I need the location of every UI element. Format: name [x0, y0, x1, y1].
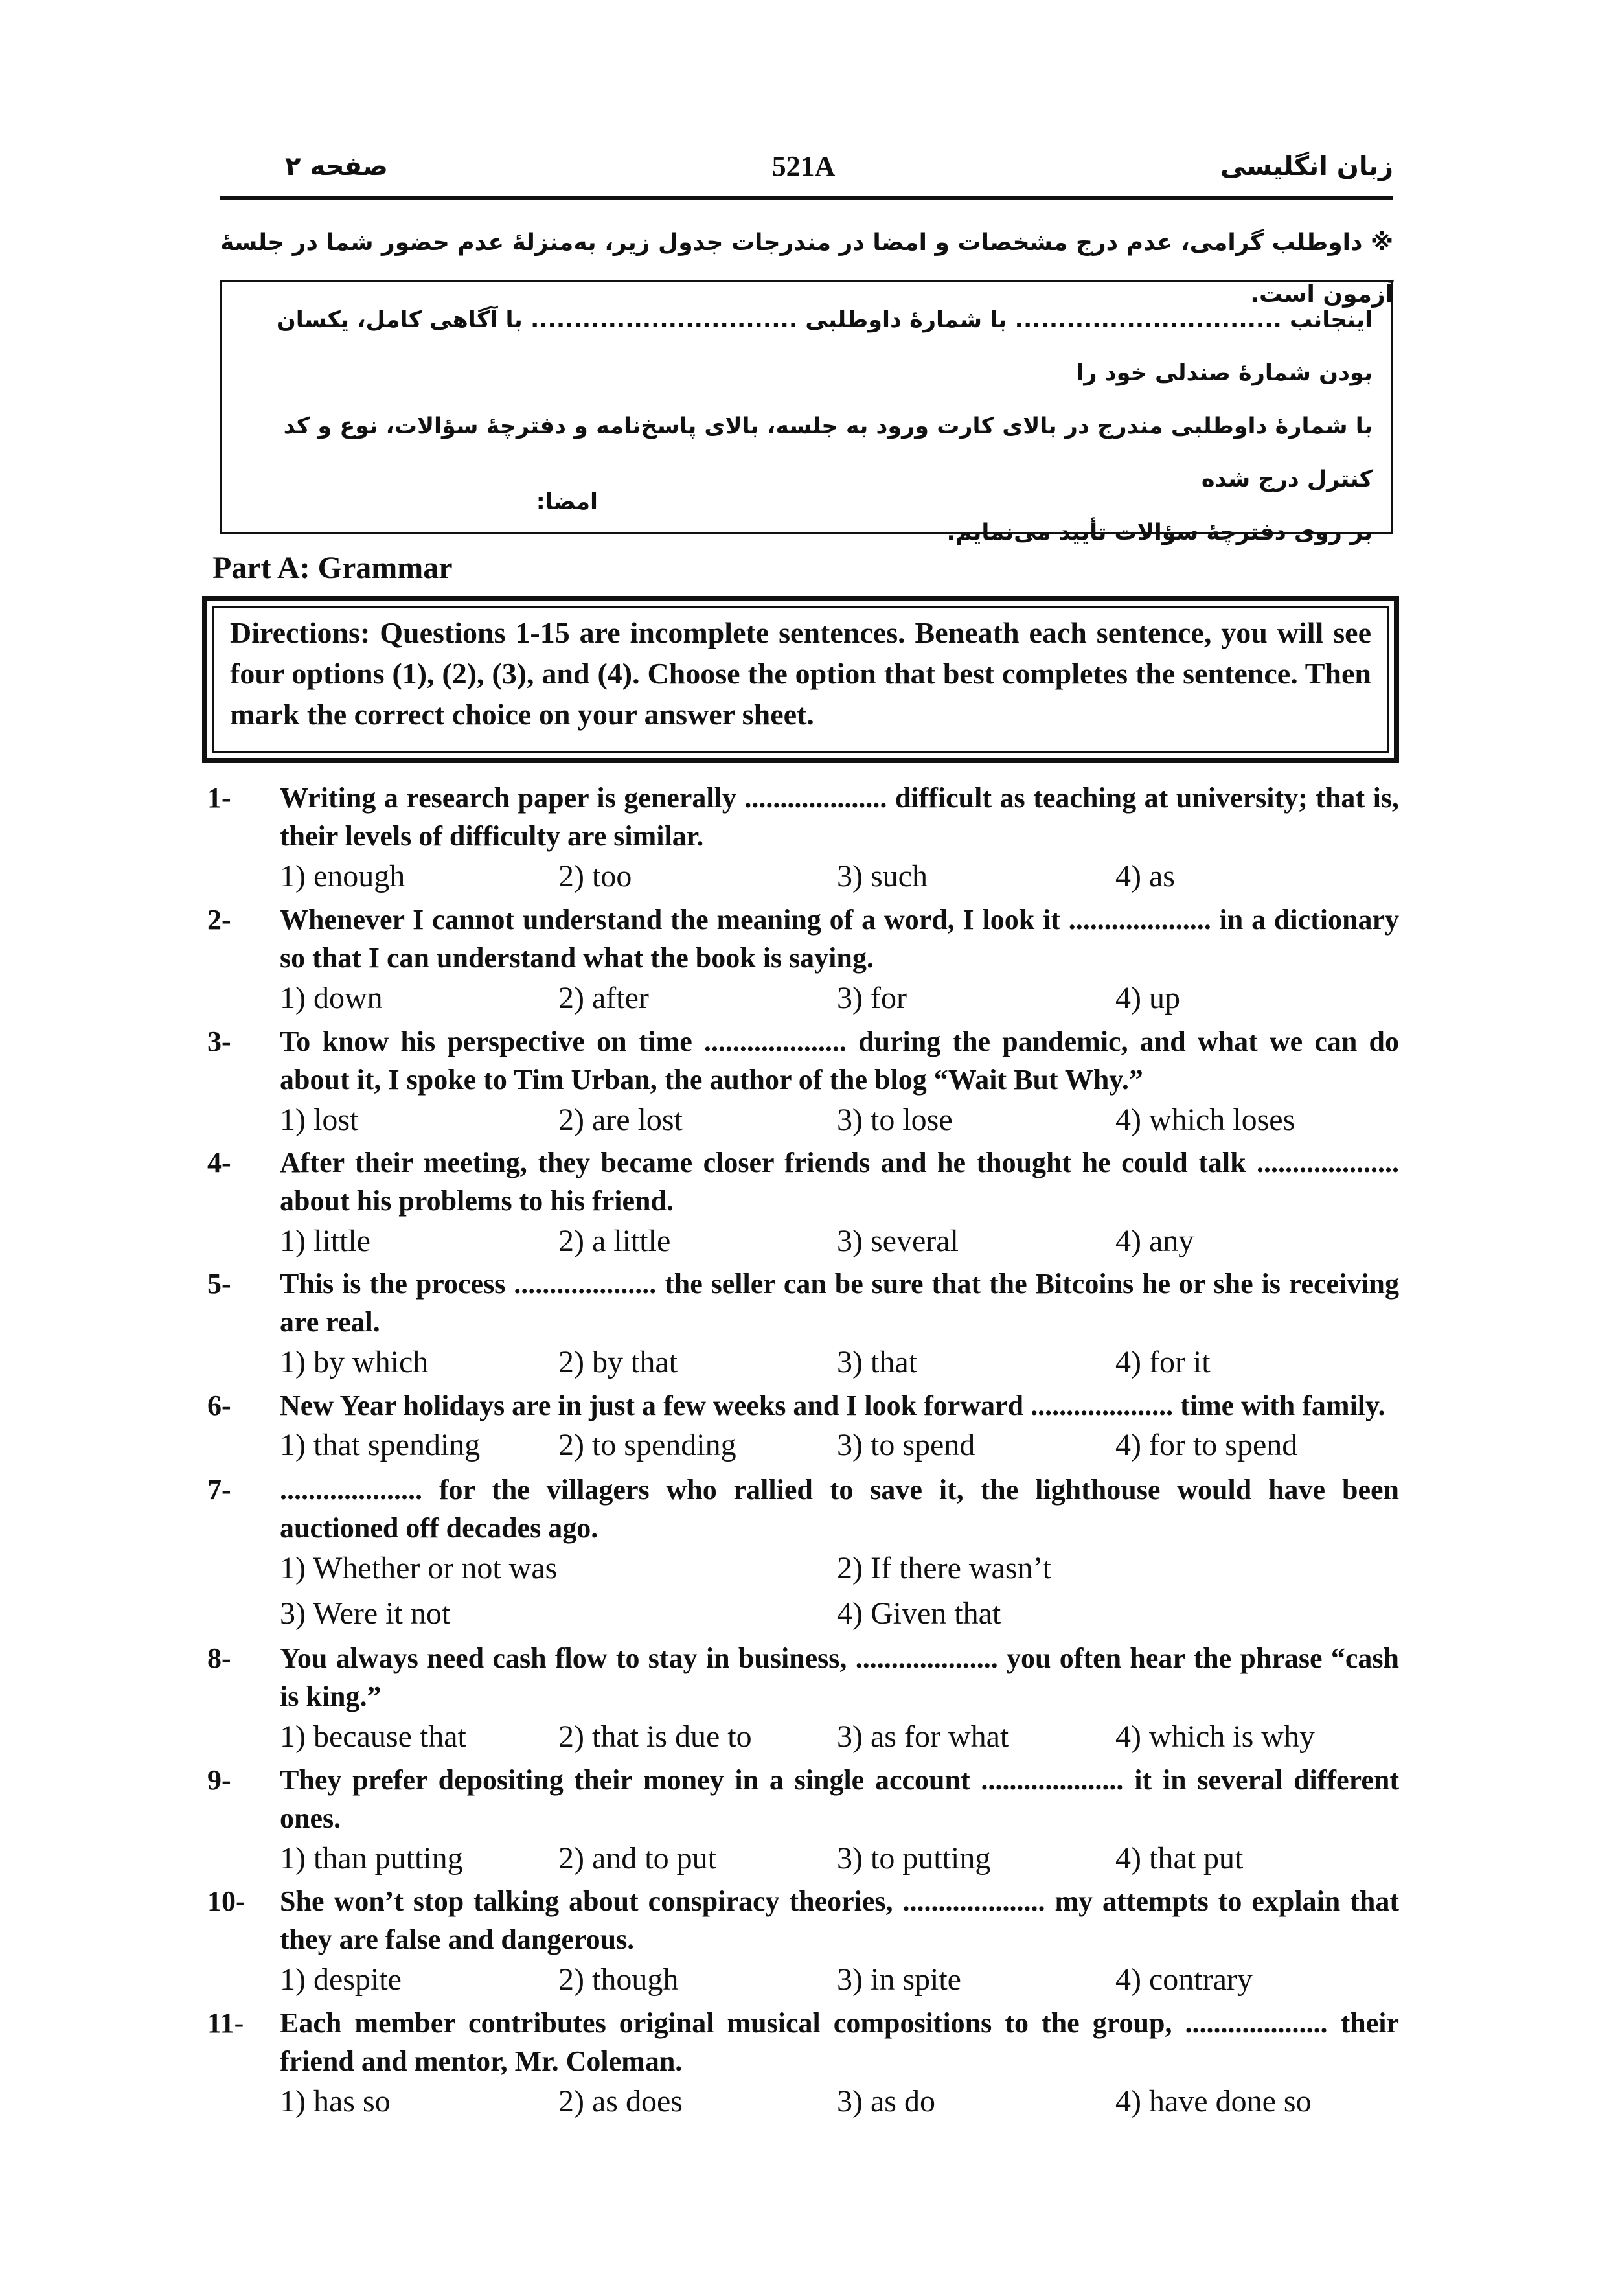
question-text: .................... for the villagers who rallied to save it, the lighthouse would have been auctioned off decades ago. — [280, 1474, 1399, 1544]
option-4: 4) which loses — [1115, 1103, 1295, 1137]
option-2: 2) are lost — [558, 1103, 683, 1137]
option-2: 2) to spending — [558, 1428, 736, 1462]
candidate-confirmation-box — [220, 280, 1393, 545]
question-number: 3- — [207, 1026, 231, 1057]
option-2: 2) If there wasn’t — [837, 1551, 1051, 1585]
option-4: 4) up — [1115, 981, 1180, 1015]
options-row — [280, 1594, 1399, 1634]
options-row — [280, 978, 1399, 1018]
option-4: 4) as — [1115, 859, 1175, 893]
question-text: This is the process .................... the seller can be sure that the Bitcoins he or she is receiving are real. — [280, 1268, 1399, 1338]
confirmation-line-3: بر روی دفترچهٔ سؤالات تأیید می‌نمایم. — [946, 520, 1373, 545]
question-text: You always need cash flow to stay in business, .................... you often hear the phrase “cash is king.” — [280, 1642, 1399, 1712]
option-3: 3) several — [837, 1224, 959, 1258]
part-title: Part A: Grammar — [212, 551, 453, 585]
options-row — [280, 1839, 1399, 1879]
question-number: 1- — [207, 782, 231, 814]
question-text: They prefer depositing their money in a single account .................... it in several different ones. — [280, 1764, 1399, 1834]
directions-text: Directions: Questions 1-15 are incomplete sentences. Beneath each sentence, you will see four options (1), (2), (3), and (4). Choose the option that best completes the sentence. Then mark the correct choice on your answer sheet. — [230, 616, 1371, 731]
question-number: 5- — [207, 1268, 231, 1300]
confirmation-line-1: اینجانب ............................... با شمارهٔ داوطلبی ............................... با آگاهی کامل، یکسان بودن شمارهٔ صندلی خود را — [276, 307, 1373, 386]
option-3: 3) that — [837, 1345, 917, 1379]
option-3: 3) as do — [837, 2084, 935, 2118]
options-row — [280, 1100, 1399, 1140]
question-number: 11- — [207, 2007, 244, 2039]
question-text: After their meeting, they became closer friends and he thought he could talk .................... about his problems to his friend. — [280, 1147, 1399, 1217]
question-number: 4- — [207, 1147, 231, 1178]
question-number: 8- — [207, 1642, 231, 1674]
option-2: 2) too — [558, 859, 632, 893]
question-number: 6- — [207, 1390, 231, 1421]
option-2: 2) a little — [558, 1224, 671, 1258]
options-row — [280, 1548, 1399, 1589]
confirmation-line-2: با شمارهٔ داوطلبی مندرج در بالای کارت ورود به جلسه، بالای پاسخ‌نامه و دفترچهٔ سؤالات، نوع و کد کنترل درج شده — [283, 413, 1373, 492]
option-4: 4) that put — [1115, 1841, 1244, 1876]
option-2: 2) though — [558, 1962, 679, 1997]
option-4: 4) have done so — [1115, 2084, 1312, 2118]
question-number: 2- — [207, 904, 231, 936]
confirmation-text — [245, 293, 1373, 559]
option-2: 2) that is due to — [558, 1719, 752, 1754]
question-text: New Year holidays are in just a few weeks and I look forward .................... time with family. — [280, 1390, 1385, 1421]
options-row — [280, 1425, 1399, 1465]
option-2: 2) by that — [558, 1345, 678, 1379]
option-3: 3) to lose — [837, 1103, 953, 1137]
header-divider — [220, 196, 1393, 200]
option-1: 1) down — [280, 981, 383, 1015]
option-3: 3) to putting — [837, 1841, 991, 1876]
signature-label: امضا: — [536, 489, 598, 515]
option-1: 1) little — [280, 1224, 370, 1258]
option-1: 1) by which — [280, 1345, 429, 1379]
question-text: Each member contributes original musical compositions to the group, .................... their friend and mentor, Mr. Coleman. — [280, 2007, 1399, 2077]
page-number: صفحه ۲ — [285, 152, 388, 181]
directions-box — [202, 596, 1399, 763]
option-1: 1) has so — [280, 2084, 391, 2118]
candidate-notice: ※ داوطلب گرامی، عدم درج مشخصات و امضا در مندرجات جدول زیر، به‌منزلهٔ عدم حضور شما در جلسهٔ آزمون است. — [220, 229, 1393, 308]
option-3: 3) such — [837, 859, 928, 893]
option-1: 1) that spending — [280, 1428, 481, 1462]
question-text: Whenever I cannot understand the meaning of a word, I look it .................... in a dictionary so that I can understand what the book is saying. — [280, 904, 1399, 974]
options-row — [280, 1221, 1399, 1261]
option-3: 3) to spend — [837, 1428, 975, 1462]
option-1: 1) lost — [280, 1103, 359, 1137]
options-row — [280, 856, 1399, 897]
options-row — [280, 1717, 1399, 1757]
option-1: 1) than putting — [280, 1841, 463, 1876]
question-text: She won’t stop talking about conspiracy theories, .................... my attempts to explain that they are false and dangerous. — [280, 1885, 1399, 1955]
question-number: 7- — [207, 1474, 231, 1506]
booklet-code: 521A — [771, 150, 836, 182]
option-4: 4) any — [1115, 1224, 1194, 1258]
option-3: 3) for — [837, 981, 907, 1015]
option-4: 4) for to spend — [1115, 1428, 1298, 1462]
question-number: 9- — [207, 1764, 231, 1796]
options-row — [280, 2082, 1399, 2122]
option-1: 1) Whether or not was — [280, 1551, 558, 1585]
option-2: 2) as does — [558, 2084, 683, 2118]
option-3: 3) as for what — [837, 1719, 1009, 1754]
question-number: 10- — [207, 1885, 245, 1917]
options-row — [280, 1342, 1399, 1383]
option-3: 3) in spite — [837, 1962, 961, 1997]
option-4: 4) for it — [1115, 1345, 1211, 1379]
option-1: 1) despite — [280, 1962, 402, 1997]
question-text: Writing a research paper is generally .................... difficult as teaching at university; that is, their levels of difficulty are similar. — [280, 782, 1399, 852]
subject-title: زبان انگلیسی — [1220, 152, 1393, 181]
option-1: 1) because that — [280, 1719, 466, 1754]
option-2: 2) and to put — [558, 1841, 716, 1876]
option-4: 4) which is why — [1115, 1719, 1315, 1754]
option-2: 2) after — [558, 981, 649, 1015]
question-text: To know his perspective on time .................... during the pandemic, and what we can do about it, I spoke to Tim Urban, the author of the blog “Wait But Why.” — [280, 1026, 1399, 1096]
options-row — [280, 1960, 1399, 2000]
option-4: 4) contrary — [1115, 1962, 1253, 1997]
option-1: 1) enough — [280, 859, 405, 893]
option-3: 3) Were it not — [280, 1596, 451, 1631]
option-4: 4) Given that — [837, 1596, 1001, 1631]
